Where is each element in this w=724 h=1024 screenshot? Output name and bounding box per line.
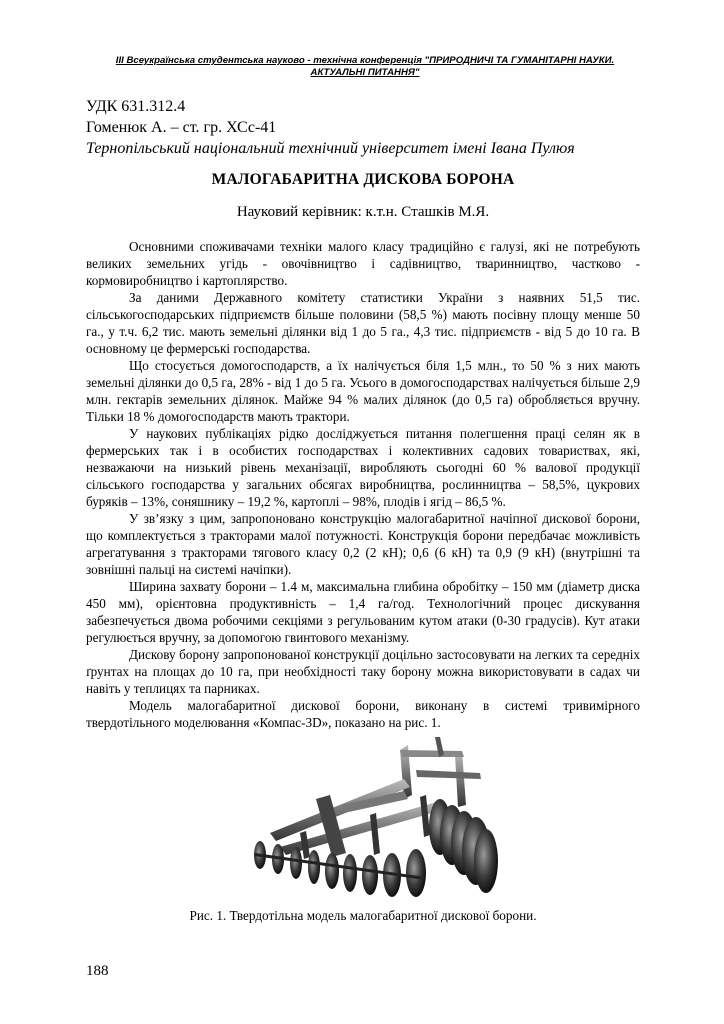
front-disc-gang	[429, 799, 498, 893]
paragraph: За даними Державного комітету статистики України з наявних 51,5 тис. сільськогосподарських підприємств більше половини (58,5 %) мають посівну площу менше 50 га., у т.ч. 6,2 тис. мають земельні ділянки від 1 до 5 га., 4,3 тис. підприємств - від 5 до 10 га. В основному це фермерські господарства.	[86, 290, 640, 356]
article-meta	[86, 96, 575, 159]
conference-header-line1: III Всеукраїнська студентська науково - технічна конференція "ПРИРОДНИЧІ ТА ГУМАНІТАРНІ НАУКИ.	[115, 55, 615, 66]
paragraph: Модель малогабаритної дискової борони, виконану в системі тривимірного твердотільного моделювання «Компас-3D», показано на рис. 1.	[86, 698, 640, 730]
article-body	[86, 238, 640, 731]
figure-caption: Рис. 1. Твердотільна модель малогабаритної дискової борони.	[189, 908, 537, 923]
page-number: 188	[86, 963, 109, 979]
udc-code: УДК 631.312.4	[86, 98, 186, 115]
disc-harrow-figure	[240, 735, 500, 900]
conference-header	[100, 55, 630, 79]
conference-header-line2: АКТУАЛЬНІ ПИТАННЯ"	[310, 67, 420, 78]
article-title: МАЛОГАБАРИТНА ДИСКОВА БОРОНА	[211, 171, 515, 188]
author-line: Гоменюк А. – ст. гр. ХСс-41	[86, 119, 277, 136]
paragraph: У зв’язку з цим, запропоновано конструкцію малогабаритної начіпної дискової борони, що комплектується з тракторами малої потужності. Конструкція борони передбачає можливість агрегатування з тракторами тягового класу 0,2 (2 кН); 0,6 (6 кН) та 0,9 (9 кН) (внутрішні та зовнішні пальці на системі начіпки).	[86, 511, 640, 577]
paragraph: У наукових публікаціях рідко досліджується питання полегшення праці селян як в фермерських так і в особистих господарствах і колективних садових товариствах, які, незважаючи на низький рівень механізації, виробляють сьогодні 60 % валової продукції сільського господарства у загальних обсягах виробництва, рослинництва – 58,5%, цукрових буряків – 13%, соняшнику – 19,2 %, картоплі – 98%, плодів і ягід – 86,5 %.	[86, 426, 640, 509]
paragraph: Ширина захвату борони – 1.4 м, максимальна глибина обробітку – 150 мм (діаметр диска 450 мм), орієнтовна продуктивність – 1,4 га/год. Технологічний процес дискування забезпечується двома робочими секціями з регульованим кутом атаки (0-30 градусів). Кут атаки регулюється вручну, за допомогою гвинтового механізму.	[86, 579, 640, 645]
institution: Тернопільський національний технічний університет імені Івана Пулюя	[86, 140, 575, 157]
paragraph: Що стосується домогосподарств, а їх налічується біля 1,5 млн., то 50 % з них мають земельні ділянки до 0,5 га, 28% - від 1 до 5 га. Усього в домогосподарствах налічується більше 2,9 млн. гектарів земельних ділянок. Майже 94 % малих ділянок (до 0,5 га) обробляється вручну. Тільки 18 % домогосподарств мають трактори.	[86, 358, 640, 424]
supervisor-line: Науковий керівник: к.т.н. Сташків М.Я.	[236, 204, 490, 220]
paragraph: Основними споживачами техніки малого класу традиційно є галузі, які не потребують великих земельних угідь - овочівництво і садівництво, тваринництво, частково - кормовиробництво і картоплярство.	[86, 239, 640, 288]
disc-harrow-illustration	[240, 735, 500, 900]
paragraph: Дискову борону запропонованої конструкції доцільно застосовувати на легких та середніх ґрунтах на площах до 10 га, при необхідності таку борону можна використовувати в садах чи навіть у теплицях та парниках.	[86, 647, 640, 696]
